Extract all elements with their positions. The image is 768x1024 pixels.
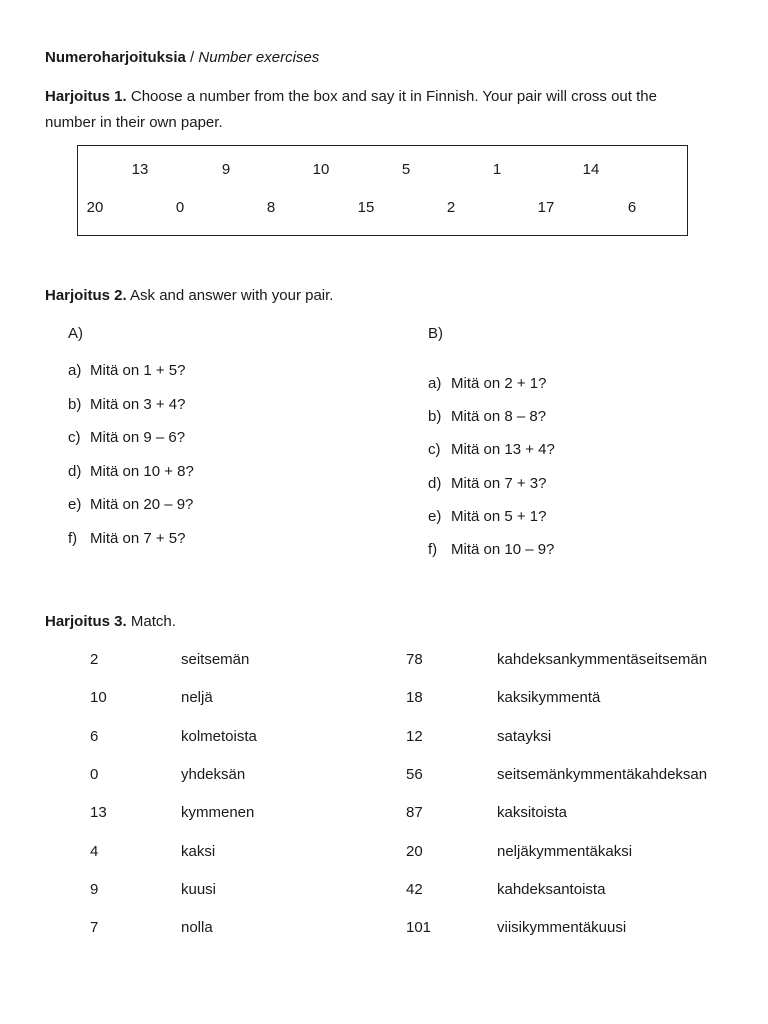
ex3-label: Harjoitus 3. bbox=[45, 613, 127, 630]
question-letter: c) bbox=[68, 429, 81, 446]
match-left-number: 10 bbox=[90, 689, 107, 707]
ex3-text: Match. bbox=[126, 613, 176, 630]
match-right-word: kaksitoista bbox=[497, 804, 568, 822]
box-number: 13 bbox=[131, 161, 149, 178]
page-title bbox=[45, 49, 319, 66]
column-a-header: A) bbox=[68, 325, 83, 342]
question-text: Mitä on 10 – 9? bbox=[451, 541, 555, 558]
match-right-number: 42 bbox=[406, 880, 423, 898]
question-letter: d) bbox=[428, 474, 442, 492]
match-left-word: neljä bbox=[181, 689, 213, 707]
ex1-label: Harjoitus 1. bbox=[45, 88, 127, 105]
number-box bbox=[77, 145, 688, 236]
box-number: 15 bbox=[357, 199, 375, 216]
match-left-number: 7 bbox=[90, 919, 99, 937]
ex1-line2: number in their own paper. bbox=[45, 114, 223, 131]
match-right-word: kahdeksantoista bbox=[497, 880, 606, 898]
box-number: 6 bbox=[627, 199, 637, 216]
question-text: Mitä on 8 – 8? bbox=[451, 408, 547, 426]
match-right-word: kahdeksankymmentäseitsemän bbox=[497, 651, 708, 668]
match-right-word: viisikymmentäkuusi bbox=[497, 919, 627, 937]
match-right-number: 20 bbox=[406, 842, 423, 860]
match-right-word: neljäkymmentäkaksi bbox=[497, 842, 633, 860]
match-right-number: 87 bbox=[406, 804, 423, 822]
title-bold: Numeroharjoituksia bbox=[45, 49, 186, 66]
match-left-word: seitsemän bbox=[181, 651, 250, 668]
box-number: 20 bbox=[86, 199, 104, 216]
match-left-word: yhdeksän bbox=[181, 765, 246, 783]
box-number: 14 bbox=[582, 161, 600, 178]
question-text: Mitä on 20 – 9? bbox=[90, 496, 194, 513]
ex1-line1: Choose a number from the box and say it in Finnish. Your pair will cross out the bbox=[126, 88, 657, 105]
match-left-word: kaksi bbox=[181, 842, 216, 860]
box-number: 10 bbox=[312, 161, 330, 178]
match-left-number: 2 bbox=[90, 651, 99, 668]
question-text: Mitä on 3 + 4? bbox=[90, 395, 186, 413]
question-text: Mitä on 5 + 1? bbox=[451, 507, 547, 525]
ex2-text: Ask and answer with your pair. bbox=[126, 287, 334, 304]
box-number: 17 bbox=[537, 199, 555, 216]
ex1-instructions-line1 bbox=[45, 88, 657, 105]
question-text: Mitä on 1 + 5? bbox=[90, 362, 186, 379]
ex3-heading bbox=[45, 613, 176, 630]
box-number: 5 bbox=[401, 161, 411, 178]
question-text: Mitä on 9 – 6? bbox=[90, 429, 186, 446]
match-left-word: kymmenen bbox=[181, 804, 255, 822]
match-right-number: 101 bbox=[406, 919, 432, 937]
question-letter: b) bbox=[68, 395, 82, 413]
match-right-number: 78 bbox=[406, 651, 423, 668]
question-letter: a) bbox=[428, 375, 442, 392]
match-left-number: 13 bbox=[90, 804, 107, 822]
question-letter: f) bbox=[68, 529, 78, 547]
ex2-heading bbox=[45, 287, 333, 304]
column-b-header: B) bbox=[428, 325, 443, 342]
match-left-number: 4 bbox=[90, 842, 99, 860]
match-left-number: 9 bbox=[90, 880, 99, 898]
question-letter: f) bbox=[428, 541, 438, 558]
match-right-word: seitsemänkymmentäkahdeksan bbox=[497, 765, 708, 783]
ex2-label: Harjoitus 2. bbox=[45, 287, 127, 304]
box-number: 1 bbox=[492, 161, 502, 178]
box-number: 0 bbox=[175, 199, 185, 216]
question-letter: e) bbox=[428, 507, 442, 525]
match-right-word: kaksikymmentä bbox=[497, 689, 601, 707]
question-letter: e) bbox=[68, 496, 82, 513]
match-right-number: 12 bbox=[406, 727, 423, 745]
match-left-word: kolmetoista bbox=[181, 727, 257, 745]
match-left-word: kuusi bbox=[181, 880, 217, 898]
match-right-number: 18 bbox=[406, 689, 423, 707]
match-left-number: 6 bbox=[90, 727, 99, 745]
question-letter: c) bbox=[428, 441, 441, 459]
question-text: Mitä on 13 + 4? bbox=[451, 441, 555, 459]
match-left-number: 0 bbox=[90, 765, 99, 783]
box-number: 2 bbox=[446, 199, 456, 216]
title-separator: / bbox=[185, 49, 199, 66]
match-right-word: satayksi bbox=[497, 727, 552, 745]
match-right-number: 56 bbox=[406, 765, 423, 783]
question-text: Mitä on 7 + 3? bbox=[451, 474, 547, 492]
box-number: 9 bbox=[221, 161, 231, 178]
question-letter: a) bbox=[68, 362, 82, 379]
question-text: Mitä on 10 + 8? bbox=[90, 462, 194, 480]
question-letter: d) bbox=[68, 462, 82, 480]
question-text: Mitä on 7 + 5? bbox=[90, 529, 186, 547]
title-italic: Number exercises bbox=[198, 49, 320, 66]
box-number: 8 bbox=[266, 199, 276, 216]
question-text: Mitä on 2 + 1? bbox=[451, 375, 547, 392]
question-letter: b) bbox=[428, 408, 442, 426]
match-left-word: nolla bbox=[181, 919, 213, 937]
